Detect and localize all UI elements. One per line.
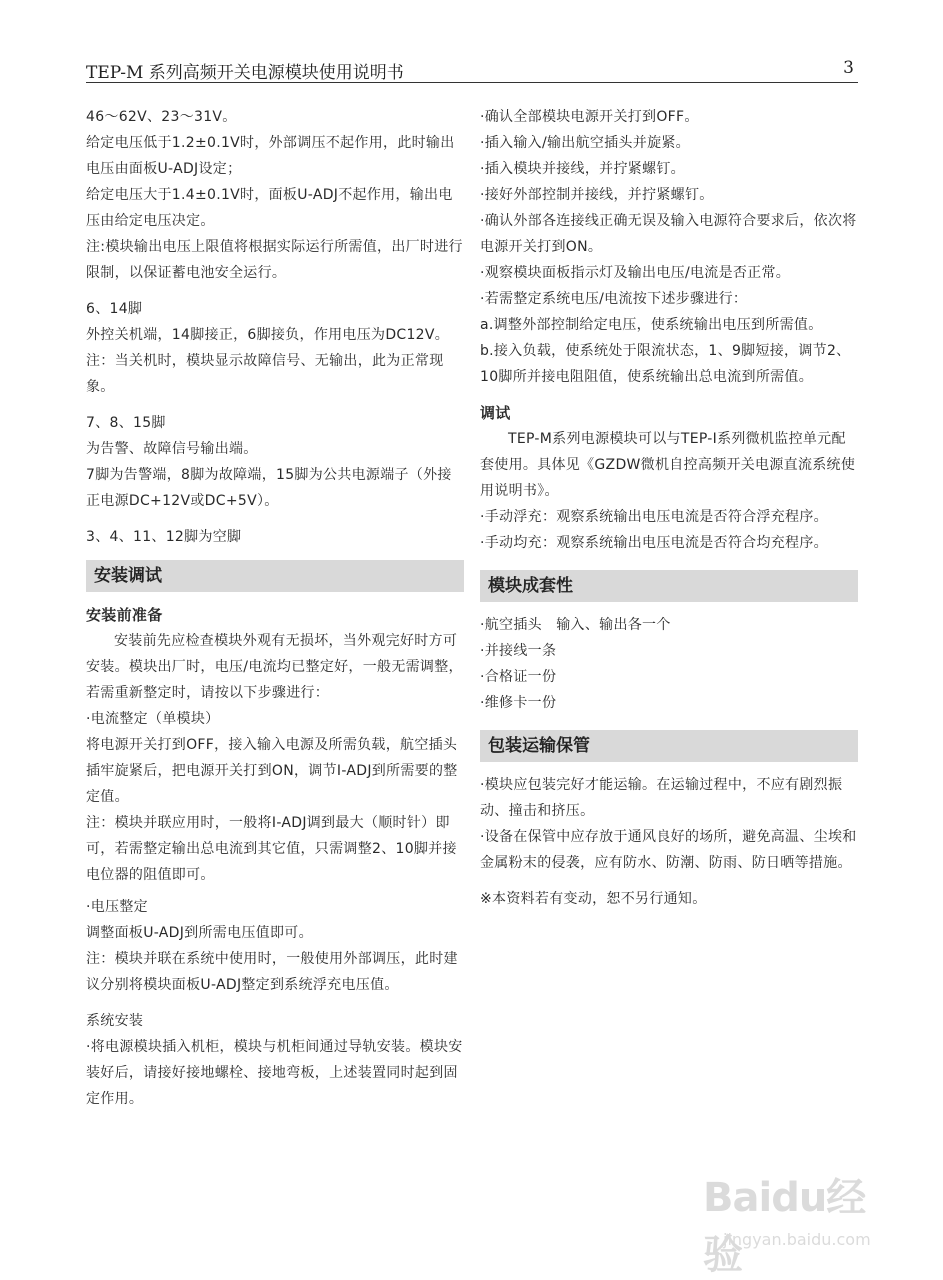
section-heading-pack: 包装运输保管: [480, 730, 858, 762]
paragraph: 外控关机端，14脚接正，6脚接负，作用电压为DC12V。: [86, 327, 450, 343]
baidu-watermark: [685, 1150, 885, 1278]
paragraph: 7脚为告警端，8脚为故障端，15脚为公共电源端子（外接正电源DC+12V或DC+5V）。: [86, 467, 452, 509]
paragraph: 给定电压大于1.4±0.1V时，面板U-ADJ不起作用，输出电压由给定电压决定。: [86, 187, 453, 229]
subheading-debug: 调试: [480, 404, 511, 422]
paragraph: TEP-M系列电源模块可以与TEP-I系列微机监控单元配套使用。具体见《GZDW微机自控高频开关电源直流系统使用说明书》。: [480, 431, 856, 499]
list-item: ·并接线一条: [480, 643, 557, 659]
left-column: [86, 104, 464, 1112]
right-column: [480, 104, 858, 912]
paragraph: ·手动浮充：观察系统输出电压电流是否符合浮充程序。: [480, 509, 828, 525]
paragraph: 给定电压低于1.2±0.1V时，外部调压不起作用，此时输出电压由面板U-ADJ设定；: [86, 135, 455, 177]
document-title: TEP-M 系列高频开关电源模块使用说明书: [86, 63, 404, 83]
bullet-heading: ·电流整定（单模块）: [86, 711, 220, 727]
list-item: ·维修卡一份: [480, 695, 557, 711]
paragraph: 注:模块输出电压上限值将根据实际运行所需值，出厂时进行限制，以保证蓄电池安全运行。: [86, 239, 463, 281]
step-item: ·若需整定系统电压/电流按下述步骤进行：: [480, 291, 748, 307]
page-number: 3: [843, 58, 854, 78]
step-item: a.调整外部控制给定电压，使系统输出电压到所需值。: [480, 317, 823, 333]
watermark-url: jingyan.baidu.com: [723, 1230, 871, 1249]
paragraph: 将电源开关打到OFF，接入输入电源及所需负载，航空插头插牢旋紧后，把电源开关打到ON，调节I-ADJ到所需要的整定值。: [86, 737, 458, 805]
paragraph: 注：当关机时，模块显示故障信号、无输出，此为正常现象。: [86, 353, 444, 395]
paragraph: 调整面板U-ADJ到所需电压值即可。: [86, 925, 313, 941]
paragraph: ·将电源模块插入机柜，模块与机柜间通过导轨安装。模块安装好后，请接好接地螺栓、接地弯板，上述装置同时起到固定作用。: [86, 1039, 463, 1107]
page-header: [86, 56, 858, 83]
section-heading-install: 安装调试: [86, 560, 464, 592]
subheading-system: 系统安装: [86, 1013, 144, 1029]
list-item: ·航空插头 输入、输出各一个: [480, 617, 671, 633]
paragraph: 注：模块并联应用时，一般将I-ADJ调到最大（顺时针）即可，若需整定输出总电流到其它值，只需调整2、10脚并接电位器的阻值即可。: [86, 815, 457, 883]
step-item: ·观察模块面板指示灯及输出电压/电流是否正常。: [480, 265, 791, 281]
step-item: ·确认外部各连接线正确无误及输入电源符合要求后，依次将电源开关打到ON。: [480, 213, 857, 255]
paragraph: 为告警、故障信号输出端。: [86, 441, 258, 457]
paragraph: ·设备在保管中应存放于通风良好的场所，避免高温、尘埃和金属粉末的侵袭，应有防水、防潮、防雨、防日晒等措施。: [480, 829, 857, 871]
paragraph: 注：模块并联在系统中使用时，一般使用外部调压，此时建议分别将模块面板U-ADJ整定到系统浮充电压值。: [86, 951, 458, 993]
step-item: ·插入模块并接线，并拧紧螺钉。: [480, 161, 685, 177]
paragraph: 46～62V、23～31V。: [86, 109, 237, 125]
step-item: ·确认全部模块电源开关打到OFF。: [480, 109, 699, 125]
section-heading-set: 模块成套性: [480, 570, 858, 602]
step-item: ·插入输入/输出航空插头并旋紧。: [480, 135, 690, 151]
paragraph: 3、4、11、12脚为空脚: [86, 529, 242, 545]
notice: ※本资料若有变动，恕不另行通知。: [480, 891, 707, 907]
subheading-prep: 安装前准备: [86, 606, 163, 624]
pin-heading: 6、14脚: [86, 301, 143, 317]
paragraph: ·手动均充：观察系统输出电压电流是否符合均充程序。: [480, 535, 828, 551]
list-item: ·合格证一份: [480, 669, 557, 685]
step-item: b.接入负载，使系统处于限流状态，1、9脚短接，调节2、10脚所并接电阻阻值，使系统输出总电流到所需值。: [480, 343, 851, 385]
pin-heading: 7、8、15脚: [86, 415, 166, 431]
bullet-heading: ·电压整定: [86, 899, 148, 915]
paragraph: ·模块应包装完好才能运输。在运输过程中，不应有剧烈振动、撞击和挤压。: [480, 777, 843, 819]
watermark-logo: Baidu经验: [703, 1175, 866, 1278]
paragraph: 安装前先应检查模块外观有无损坏，当外观完好时方可安装。模块出厂时，电压/电流均已整定好，一般无需调整，若需重新整定时，请按以下步骤进行：: [86, 633, 463, 701]
step-item: ·接好外部控制并接线，并拧紧螺钉。: [480, 187, 714, 203]
